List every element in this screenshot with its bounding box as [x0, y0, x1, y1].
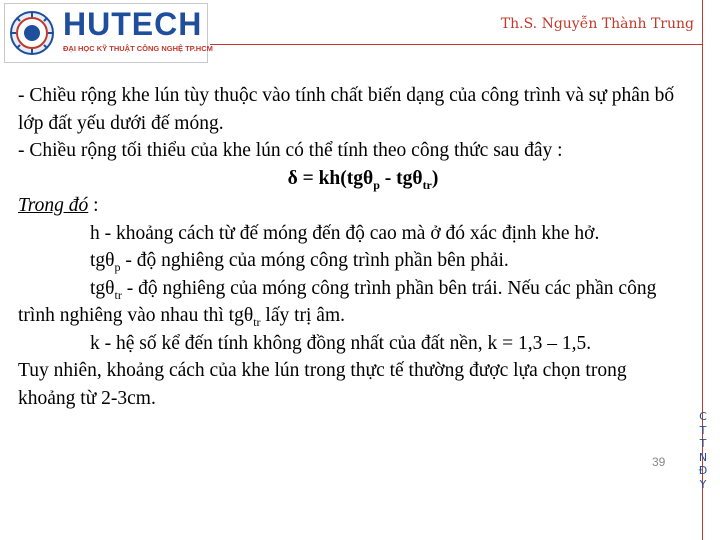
trong-do-heading [18, 192, 688, 220]
definition-subscript: tr [253, 314, 261, 329]
slide-body [18, 82, 688, 412]
formula-part: δ = kh(tgθ [287, 167, 374, 189]
trong-do-label: Trong đó [18, 195, 89, 216]
definition-text: lấy trị âm. [260, 305, 346, 326]
university-emblem-icon [10, 11, 54, 55]
paragraph-practical-gap: Tuy nhiên, khoảng cách của khe lún trong thực tế thường được lựa chọn trong khoảng từ 2-3cm. [18, 360, 627, 409]
definition-text: - độ nghiêng của móng công trình phần bên trái. Nếu các phần công trình nghiêng vào nhau thì tgθ [18, 277, 657, 326]
formula-part: ) [431, 167, 439, 189]
definition-symbol: tgθ [90, 277, 115, 299]
side-letter: C [699, 410, 707, 423]
definition-subscript: tr [114, 287, 122, 302]
side-letter: T [699, 423, 707, 437]
side-letter: T [699, 437, 707, 450]
author-name: Th.S. Nguyễn Thành Trung [500, 16, 694, 32]
side-vertical-text [697, 410, 709, 491]
formula-part: - tgθ [379, 167, 423, 189]
definition-tgp [18, 247, 688, 275]
logo-subtitle: ĐẠI HỌC KỸ THUẬT CÔNG NGHỆ TP.HCM [63, 44, 213, 53]
trong-do-colon: : [88, 195, 99, 216]
definition-tgtr [18, 275, 688, 330]
hutech-logo [4, 3, 213, 63]
indent-spacer [18, 250, 90, 271]
definition-text: - độ nghiêng của móng công trình phần bên phải. [120, 250, 509, 271]
formula-subscript: tr [422, 177, 432, 192]
definition-text: k - hệ số kể đến tính không đồng nhất của đất nền, k = 1,3 – 1,5. [90, 332, 592, 354]
side-letter: N [698, 450, 708, 464]
indent-spacer [18, 278, 90, 299]
formula-subscript: p [373, 177, 380, 192]
indent-spacer [18, 223, 90, 244]
header-divider [210, 44, 702, 45]
definition-symbol: tgθ [90, 250, 115, 271]
indent-spacer [18, 333, 90, 354]
logo-text: HUTECH [63, 6, 203, 42]
paragraph-min-width: - Chiều rộng tối thiểu của khe lún có thể tính theo công thức sau đây : [18, 140, 563, 161]
definition-text: h - khoảng cách từ đế móng đến độ cao mà ở đó xác định khe hở. [90, 222, 600, 244]
definition-k [18, 330, 688, 358]
slide-header [0, 0, 720, 66]
definition-subscript: p [114, 259, 121, 274]
formula [18, 165, 688, 193]
definition-h [18, 220, 688, 248]
paragraph-width-dependency: - Chiều rộng khe lún tùy thuộc vào tính chất biến dạng của công trình và sự phân bố lớp đất yếu dưới đế móng. [18, 85, 675, 134]
side-letter: Y [699, 477, 707, 491]
side-letter: Đ [698, 464, 708, 477]
page-number: 39 [652, 455, 666, 469]
